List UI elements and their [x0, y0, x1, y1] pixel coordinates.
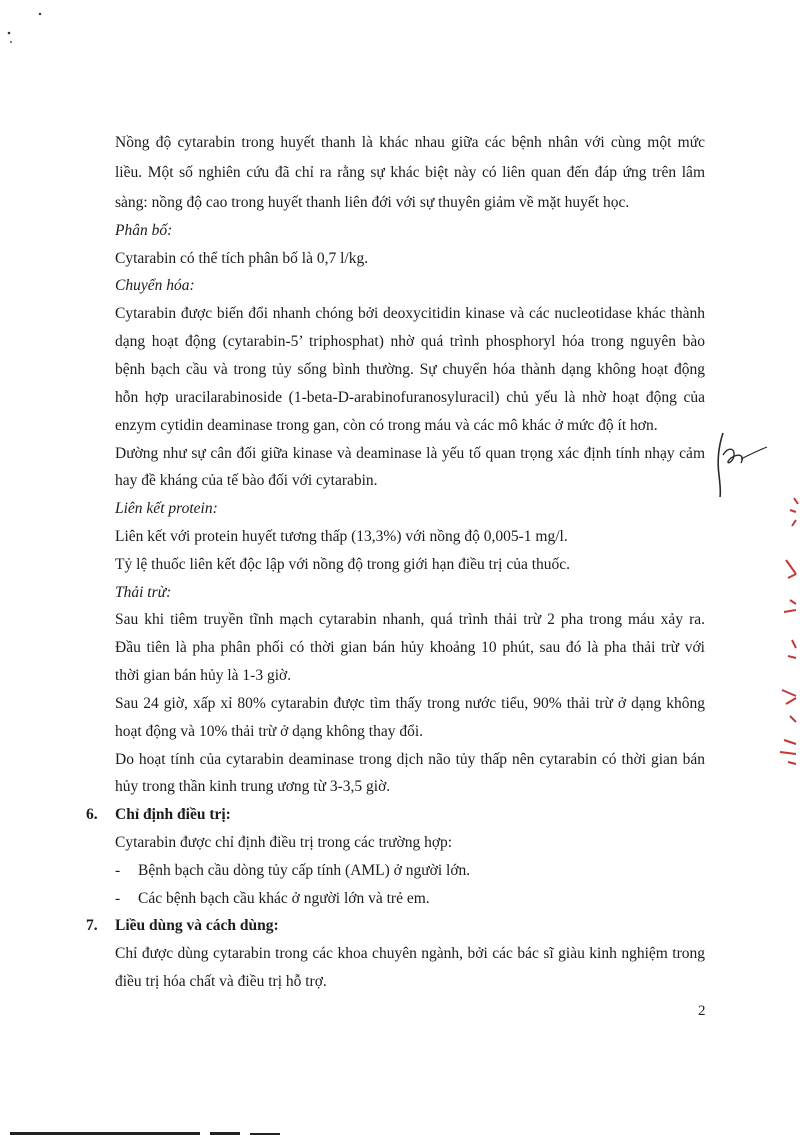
- scan-speck-mark: [0, 0, 60, 50]
- section-6-intro: Cytarabin được chỉ định điều trị trong các trường hợp:: [115, 834, 453, 851]
- body-line-8: dạng hoạt động (cytarabin-5’ triphosphat) nhờ quá trình phosphoryl hóa trong nguyên bào: [115, 333, 705, 350]
- subheading-lien-ket-protein: Liên kết protein:: [115, 500, 218, 517]
- body-line-1: Nồng độ cytarabin trong huyết thanh là khác nhau giữa các bệnh nhân với cùng một mức: [115, 134, 705, 151]
- body-line-5: Cytarabin có thể tích phân bố là 0,7 l/kg.: [115, 250, 369, 267]
- body-line-7: Cytarabin được biến đổi nhanh chóng bởi deoxycitidin kinase và các nucleotidase khác thành: [115, 305, 705, 322]
- bullet-dash: -: [115, 890, 121, 907]
- body-line-2: liều. Một số nghiên cứu đã chỉ ra rằng sự khác biệt này có liên quan đến đáp ứng trên lâm: [115, 164, 705, 181]
- list-item: Các bệnh bạch cầu khác ở người lớn và trẻ em.: [138, 890, 430, 907]
- body-line-23: Do hoạt tính của cytarabin deaminase trong dịch não tủy thấp nên cytarabin có thời gian bán: [115, 751, 705, 768]
- body-line-10: hỗn hợp uracilarabinoside (1-beta-D-arabinofuranosyluracil) chủ yếu là nhờ hoạt động của: [115, 389, 705, 406]
- body-line-15: Liên kết với protein huyết tương thấp (13,3%) với nồng độ 0,005-1 mg/l.: [115, 528, 568, 545]
- section-6-number: 6.: [86, 806, 98, 823]
- section-6-title: Chỉ định điều trị:: [115, 806, 231, 823]
- section-7-number: 7.: [86, 917, 98, 934]
- section-7-line-1: Chỉ được dùng cytarabin trong các khoa chuyên ngành, bởi các bác sĩ giàu kinh nghiệm trong: [115, 945, 705, 962]
- body-line-19: Đầu tiên là pha phân phối có thời gian bán hủy khoảng 10 phút, sau đó là pha thải trừ với: [115, 639, 705, 656]
- body-line-13: hay đề kháng của tế bào đối với cytarabin.: [115, 472, 378, 489]
- section-7-line-2: điều trị hóa chất và điều trị hỗ trợ.: [115, 973, 327, 990]
- body-line-9: bệnh bạch cầu và trong tủy sống bình thường. Sự chuyển hóa thành dạng không hoạt động: [115, 361, 705, 378]
- body-line-12: Dường như sự cân đối giữa kinase và deaminase là yếu tố quan trọng xác định tính nhạy cảm: [115, 445, 705, 462]
- body-line-11: enzym cytidin deaminase trong gan, còn có trong máu và các mô khác ở mức độ ít hơn.: [115, 417, 658, 434]
- list-item: Bệnh bạch cầu dòng tủy cấp tính (AML) ở người lớn.: [138, 862, 471, 879]
- body-line-3: sàng: nồng độ cao trong huyết thanh liên đới với sự thuyên giảm về mặt huyết học.: [115, 194, 630, 211]
- section-7-title: Liều dùng và cách dùng:: [115, 917, 279, 934]
- body-line-20: thời gian bán hủy là 1-3 giờ.: [115, 667, 292, 684]
- body-line-24: hủy trong thần kinh trung ương từ 3-3,5 giờ.: [115, 778, 391, 795]
- body-line-18: Sau khi tiêm truyền tĩnh mạch cytarabin nhanh, quá trình thải trừ 2 pha trong máu xảy ra.: [115, 611, 705, 628]
- subheading-thai-tru: Thải trừ:: [115, 584, 172, 601]
- body-line-22: hoạt động và 10% thải trừ ở dạng không thay đổi.: [115, 723, 424, 740]
- subheading-chuyen-hoa: Chuyển hóa:: [115, 277, 195, 294]
- bullet-dash: -: [115, 862, 121, 879]
- stamp-edge-mark: [760, 490, 800, 780]
- subheading-phan-bo: Phân bố:: [115, 222, 173, 239]
- body-line-21: Sau 24 giờ, xấp xỉ 80% cytarabin được tìm thấy trong nước tiểu, 90% thải trừ ở dạng không: [115, 695, 705, 712]
- page-number: 2: [698, 1003, 706, 1019]
- body-line-16: Tỷ lệ thuốc liên kết độc lập với nồng độ trong giới hạn điều trị của thuốc.: [115, 556, 571, 573]
